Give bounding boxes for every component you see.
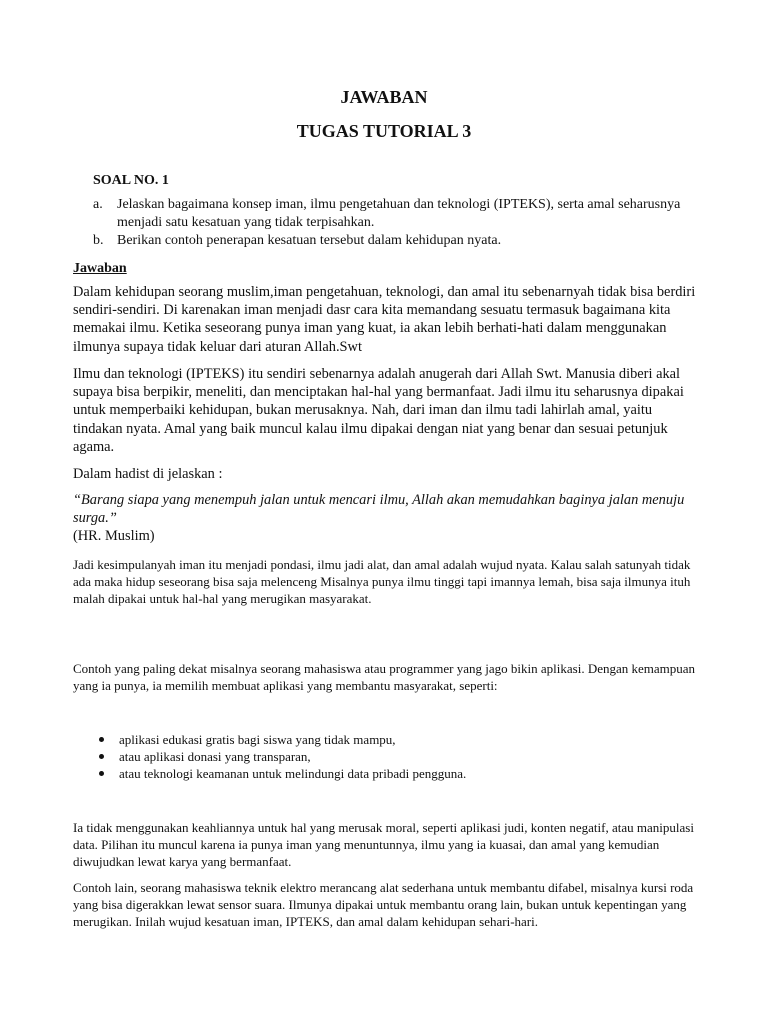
document-title: JAWABAN [340, 87, 428, 107]
bullet-icon [99, 771, 104, 776]
paragraph: Ia tidak menggunakan keahliannya untuk hal yang merusak moral, seperti aplikasi judi, konten negatif, atau manipulasi data. Pilihan itu muncul karena ia punya iman yang menuntunnya, ilmu yang ia kuasai, dan amal yang kemudian diwujudkan lewat karya yang bermanfaat. [73, 820, 694, 869]
question-text: Berikan contoh penerapan kesatuan tersebut dalam kehidupan nyata. [117, 233, 502, 248]
paragraph: Ilmu dan teknologi (IPTEKS) itu sendiri sebenarnya adalah anugerah dari Allah Swt. Manusia diberi akal supaya bisa berpikir, meneliti, dan menciptakan hal-hal yang bermanfaat. Jadi ilmu itu seharusnya dipakai untuk memperbaiki kehidupan, bukan merusaknya. Nah, dari iman dan ilmu tadi lahirlah amal, yaitu tindakan nyata. Amal yang baik muncul kalau ilmu dipakai dengan niat yang benar dan sesuai petunjuk agama. [73, 366, 684, 455]
example-list [99, 731, 466, 782]
bullet-icon [99, 737, 104, 742]
bullet-icon [99, 754, 104, 759]
question-text: Jelaskan bagaimana konsep iman, ilmu pengetahuan dan teknologi (IPTEKS), serta amal seharusnya menjadi satu kesatuan yang tidak terpisahkan. [117, 197, 681, 230]
paragraph: Dalam hadist di jelaskan : [73, 466, 223, 482]
paragraph: Contoh yang paling dekat misalnya seorang mahasiswa atau programmer yang jago bikin aplikasi. Dengan kemampuan yang ia punya, ia memilih membuat aplikasi yang membantu masyarakat, seperti: [73, 661, 696, 693]
list-item [99, 731, 466, 748]
document-subtitle: TUGAS TUTORIAL 3 [296, 121, 472, 141]
quote-source: (HR. Muslim) [73, 528, 155, 544]
paragraph: Contoh lain, seorang mahasiswa teknik elektro merancang alat sederhana untuk membantu difabel, misalnya kursi roda yang bisa digerakkan lewat sensor suara. Ilmunya dipakai untuk membantu orang lain, bukan untuk kepentingan yang merugikan. Inilah wujud kesatuan iman, IPTEKS, dan amal dalam kehidupan sehari-hari. [73, 880, 694, 929]
question-a [93, 196, 683, 232]
list-item-text: atau teknologi keamanan untuk melindungi data pribadi pengguna. [119, 766, 467, 781]
question-b [93, 232, 683, 250]
list-item [99, 748, 466, 765]
soal-heading: SOAL NO. 1 [93, 173, 169, 188]
question-label: b. [93, 233, 104, 248]
list-item-text: atau aplikasi donasi yang transparan, [119, 749, 311, 764]
jawaban-heading: Jawaban [73, 261, 127, 276]
hadith-quote: “Barang siapa yang menempuh jalan untuk mencari ilmu, Allah akan memudahkan baginya jalan menuju surga.” [73, 492, 685, 527]
question-label: a. [93, 197, 103, 212]
list-item [99, 765, 466, 782]
paragraph: Dalam kehidupan seorang muslim,iman pengetahuan, teknologi, dan amal itu sebenarnyah tidak bisa berdiri sendiri-sendiri. Di karenakan iman menjadi dasr cara kita memandang sesuatu termasuk bagaimana kita memakai ilmu. Ketika seseorang punya iman yang kuat, ia akan lebih berhati-hati dalam menggunakan ilmunya supaya tidak keluar dari aturan Allah.Swt [73, 284, 696, 355]
list-item-text: aplikasi edukasi gratis bagi siswa yang tidak mampu, [119, 732, 396, 747]
paragraph: Jadi kesimpulanyah iman itu menjadi pondasi, ilmu jadi alat, dan amal adalah wujud nyata. Kalau salah satunyah tidak ada maka hidup seseorang bisa saja melenceng Misalnya punya ilmu tinggi tapi imannya lemah, bisa saja ilmunya ituh malah dipakai untuk hal-hal yang merugikan masyarakat. [73, 557, 691, 606]
